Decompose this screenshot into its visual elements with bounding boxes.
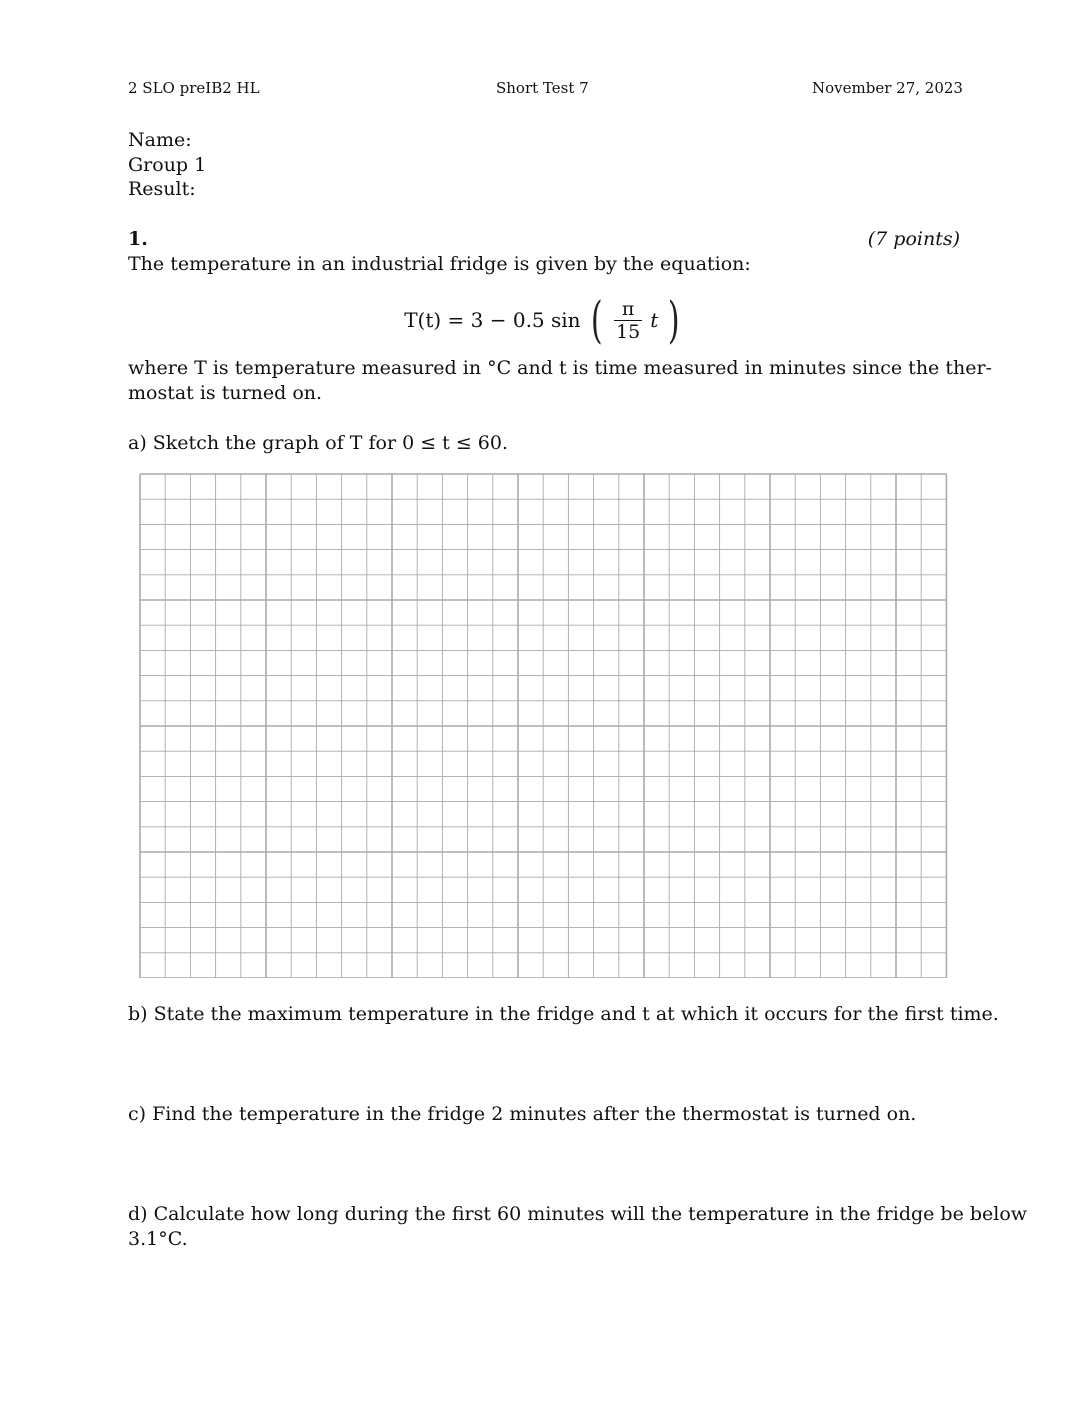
part-d-line-2: 3.1°C. — [128, 1228, 188, 1250]
fraction-variable: t — [650, 308, 659, 332]
result-label: Result: — [128, 178, 196, 200]
part-b-text: b) State the maximum temperature in the fridge and t at which it occurs for the first time. — [128, 1003, 999, 1025]
fraction — [614, 298, 642, 343]
course-label: 2 SLO preIB2 HL — [128, 79, 260, 97]
part-d-line-1: d) Calculate how long during the first 60 minutes will the temperature in the fridge be below — [128, 1203, 1028, 1225]
left-paren: ( — [590, 291, 603, 349]
test-title: Short Test 7 — [496, 79, 589, 97]
fraction-numerator: π — [621, 297, 635, 320]
graph-paper-grid[interactable] — [139, 473, 948, 978]
test-date: November 27, 2023 — [812, 79, 963, 97]
equation-lhs: T(t) = 3 − 0.5 sin — [404, 308, 581, 332]
fraction-denominator: 15 — [616, 320, 641, 343]
group-label: Group 1 — [128, 154, 207, 176]
name-label: Name: — [128, 129, 192, 151]
problem-number: 1. — [128, 228, 148, 250]
explanation-line-1: where T is temperature measured in °C and t is time measured in minutes since the ther- — [128, 357, 992, 379]
part-c-text: c) Find the temperature in the fridge 2 minutes after the thermostat is turned on. — [128, 1103, 917, 1125]
equation — [0, 291, 1088, 349]
problem-points: (7 points) — [867, 228, 960, 250]
part-a-text: a) Sketch the graph of T for 0 ≤ t ≤ 60. — [128, 432, 509, 454]
explanation-line-2: mostat is turned on. — [128, 382, 323, 404]
problem-intro: The temperature in an industrial fridge is given by the equation: — [128, 253, 751, 275]
right-paren: ) — [668, 291, 680, 349]
